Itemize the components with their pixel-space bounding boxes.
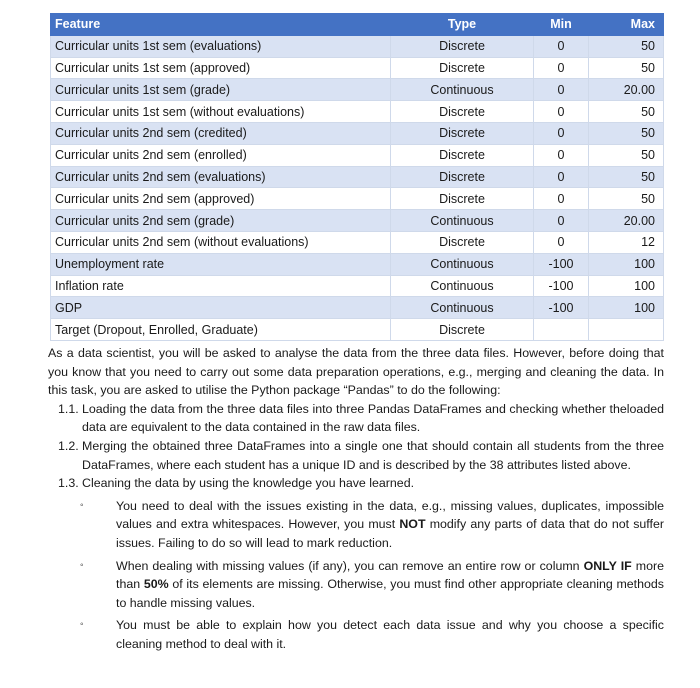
table-header-row — [51, 14, 664, 36]
cell-max — [589, 319, 664, 341]
cell-feature: Curricular units 1st sem (grade) — [51, 79, 391, 101]
cell-type: Continuous — [391, 210, 534, 232]
cell-type: Discrete — [391, 57, 534, 79]
cell-feature: Curricular units 2nd sem (without evaluations) — [51, 231, 391, 253]
cell-feature: Curricular units 2nd sem (credited) — [51, 122, 391, 144]
cell-feature: Unemployment rate — [51, 253, 391, 275]
sub-item-text: You must be able to explain how you detect each data issue and why you choose a specific cleaning method to deal with it. — [116, 618, 664, 651]
table-row — [51, 275, 664, 297]
cell-min: 0 — [534, 231, 589, 253]
circle-bullet-icon: ◦ — [80, 619, 84, 631]
table-row — [51, 57, 664, 79]
cell-max: 20.00 — [589, 79, 664, 101]
cell-min: 0 — [534, 210, 589, 232]
table-row — [51, 101, 664, 123]
cell-feature: Curricular units 2nd sem (evaluations) — [51, 166, 391, 188]
sub-item-text: When dealing with missing values (if any), you can remove an entire row or column ONLY IF more than 50% of its elements are missing. Otherwise, you must find other appropriate cleaning methods to handle missing values. — [116, 558, 664, 610]
table-row — [51, 166, 664, 188]
cell-min: 0 — [534, 57, 589, 79]
sub-item — [74, 557, 664, 613]
task-text: Loading the data from the three data files into three Pandas DataFrames and checking whether theloaded data are equivalent to the data contained in the raw data files. — [82, 401, 664, 435]
cell-feature: Curricular units 2nd sem (grade) — [51, 210, 391, 232]
cell-type: Discrete — [391, 231, 534, 253]
table-row — [51, 253, 664, 275]
cell-min: 0 — [534, 101, 589, 123]
header-feature: Feature — [51, 14, 391, 36]
cell-max: 50 — [589, 101, 664, 123]
header-min: Min — [534, 14, 589, 36]
cell-min: -100 — [534, 297, 589, 319]
task-item — [58, 474, 664, 493]
circle-bullet-icon: ◦ — [80, 499, 84, 511]
sub-item — [74, 497, 664, 553]
cell-min: 0 — [534, 188, 589, 210]
cell-max: 50 — [589, 57, 664, 79]
table-row — [51, 297, 664, 319]
cell-type: Discrete — [391, 101, 534, 123]
task-description — [48, 344, 664, 654]
sub-item-text: You need to deal with the issues existing in the data, e.g., missing values, duplicates, impossible values and extra whitespaces. However, you must NOT modify any parts of data that do not suffer issues. Failing to do so will lead to mark reduction. — [116, 498, 664, 550]
cell-feature: Curricular units 1st sem (evaluations) — [51, 35, 391, 57]
cell-type: Discrete — [391, 319, 534, 341]
table-row — [51, 210, 664, 232]
cell-feature: Curricular units 1st sem (without evaluations) — [51, 101, 391, 123]
cell-type: Discrete — [391, 144, 534, 166]
table-row — [51, 231, 664, 253]
cell-feature: Target (Dropout, Enrolled, Graduate) — [51, 319, 391, 341]
cell-max: 20.00 — [589, 210, 664, 232]
cell-feature: GDP — [51, 297, 391, 319]
cell-max: 50 — [589, 122, 664, 144]
header-max: Max — [589, 14, 664, 36]
task-number: 1.1. — [58, 401, 79, 416]
cell-max: 50 — [589, 35, 664, 57]
cell-type: Discrete — [391, 188, 534, 210]
sub-item — [74, 616, 664, 653]
table-row — [51, 319, 664, 341]
table-row — [51, 188, 664, 210]
cell-type: Continuous — [391, 79, 534, 101]
cell-max: 100 — [589, 297, 664, 319]
cell-min: 0 — [534, 35, 589, 57]
cell-min: 0 — [534, 144, 589, 166]
task-number: 1.2. — [58, 438, 79, 453]
intro-paragraph: As a data scientist, you will be asked to analyse the data from the three data files. However, before doing that you know that you need to carry out some data preparation operations, e.g., merging and cleaning the data. In this task, you are asked to utilise the Python package “Pandas” to do the following: — [48, 346, 664, 398]
cell-type: Continuous — [391, 275, 534, 297]
cell-feature: Curricular units 1st sem (approved) — [51, 57, 391, 79]
cell-feature: Inflation rate — [51, 275, 391, 297]
table-row — [51, 122, 664, 144]
task-number: 1.3. — [58, 476, 79, 491]
table-row — [51, 79, 664, 101]
cell-min: 0 — [534, 122, 589, 144]
task-list — [48, 400, 664, 493]
cell-min: -100 — [534, 253, 589, 275]
table-row — [51, 144, 664, 166]
cell-feature: Curricular units 2nd sem (approved) — [51, 188, 391, 210]
cell-min: 0 — [534, 79, 589, 101]
circle-bullet-icon: ◦ — [80, 559, 84, 571]
cell-min: 0 — [534, 166, 589, 188]
cell-type: Continuous — [391, 253, 534, 275]
cell-max: 50 — [589, 166, 664, 188]
task-item — [58, 437, 664, 474]
cell-max: 12 — [589, 231, 664, 253]
cell-max: 50 — [589, 188, 664, 210]
cell-type: Continuous — [391, 297, 534, 319]
cell-type: Discrete — [391, 166, 534, 188]
cell-max: 100 — [589, 253, 664, 275]
cell-type: Discrete — [391, 35, 534, 57]
header-type: Type — [391, 14, 534, 36]
features-table — [50, 13, 664, 341]
cell-min — [534, 319, 589, 341]
cell-min: -100 — [534, 275, 589, 297]
cell-max: 50 — [589, 144, 664, 166]
task-text: Merging the obtained three DataFrames into a single one that should contain all students from the three DataFrames, where each student has a unique ID and is described by the 38 attributes listed above. — [82, 438, 664, 472]
task-item — [58, 400, 664, 437]
table-row — [51, 35, 664, 57]
task-text: Cleaning the data by using the knowledge you have learned. — [82, 476, 415, 491]
cell-feature: Curricular units 2nd sem (enrolled) — [51, 144, 391, 166]
cell-type: Discrete — [391, 122, 534, 144]
cell-max: 100 — [589, 275, 664, 297]
